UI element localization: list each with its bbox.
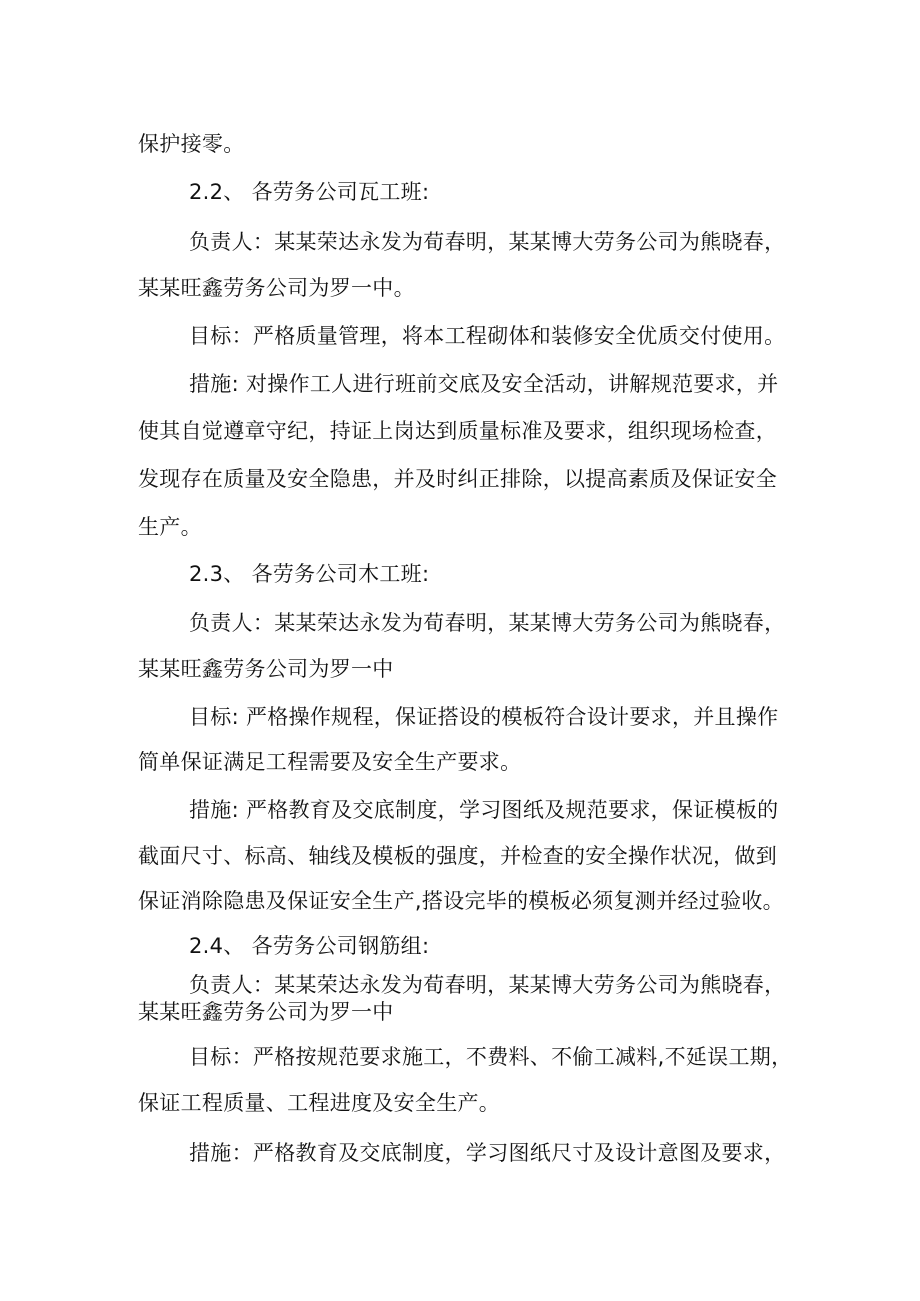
paragraph-line: 措施: 严格教育及交底制度，学习图纸及规范要求，保证模板的 <box>189 798 779 822</box>
paragraph-line: 某某旺鑫劳务公司为罗一中 <box>138 657 394 681</box>
paragraph-line: 使其自觉遵章守纪，持证上岗达到质量标准及要求，组织现场检查， <box>138 419 777 443</box>
paragraph-line: 负责人：某某荣达永发为荀春明，某某博大劳务公司为熊晓春， <box>189 230 786 254</box>
paragraph-line: 目标：严格质量管理，将本工程砌体和装修安全优质交付使用。 <box>189 324 786 348</box>
paragraph-line: 简单保证满足工程需要及安全生产要求。 <box>138 750 522 774</box>
paragraph-line: 负责人：某某荣达永发为荀春明，某某博大劳务公司为熊晓春， <box>189 611 786 635</box>
paragraph-line: 保护接零。 <box>138 132 245 156</box>
paragraph-line: 截面尺寸、标高、轴线及模板的强度，并检查的安全操作状况，做到 <box>138 844 777 868</box>
paragraph-line: 负责人：某某荣达永发为荀春明，某某博大劳务公司为熊晓春， <box>189 973 786 997</box>
paragraph-line: 某某旺鑫劳务公司为罗一中 <box>138 1000 394 1024</box>
paragraph-line: 措施: 对操作工人进行班前交底及安全活动，讲解规范要求，并 <box>189 372 779 396</box>
paragraph-line: 生产。 <box>138 515 202 539</box>
section-heading-2-2: 2.2、 各劳务公司瓦工班: <box>189 180 430 204</box>
paragraph-line: 措施：严格教育及交底制度，学习图纸尺寸及设计意图及要求， <box>189 1141 786 1165</box>
paragraph-line: 目标: 严格操作规程，保证搭设的模板符合设计要求，并且操作 <box>189 705 779 729</box>
paragraph-line: 保证工程质量、工程进度及安全生产。 <box>138 1091 501 1115</box>
paragraph-line: 某某旺鑫劳务公司为罗一中。 <box>138 276 415 300</box>
section-heading-2-4: 2.4、 各劳务公司钢筋组: <box>189 934 430 958</box>
paragraph-line: 发现存在质量及安全隐患，并及时纠正排除，以提高素质及保证安全 <box>138 467 777 491</box>
section-heading-2-3: 2.3、 各劳务公司木工班: <box>189 562 430 586</box>
paragraph-line: 保证消除隐患及保证安全生产,搭设完毕的模板必须复测并经过验收。 <box>138 889 784 913</box>
paragraph-line: 目标：严格按规范要求施工，不费料、不偷工减料,不延误工期， <box>189 1045 793 1069</box>
